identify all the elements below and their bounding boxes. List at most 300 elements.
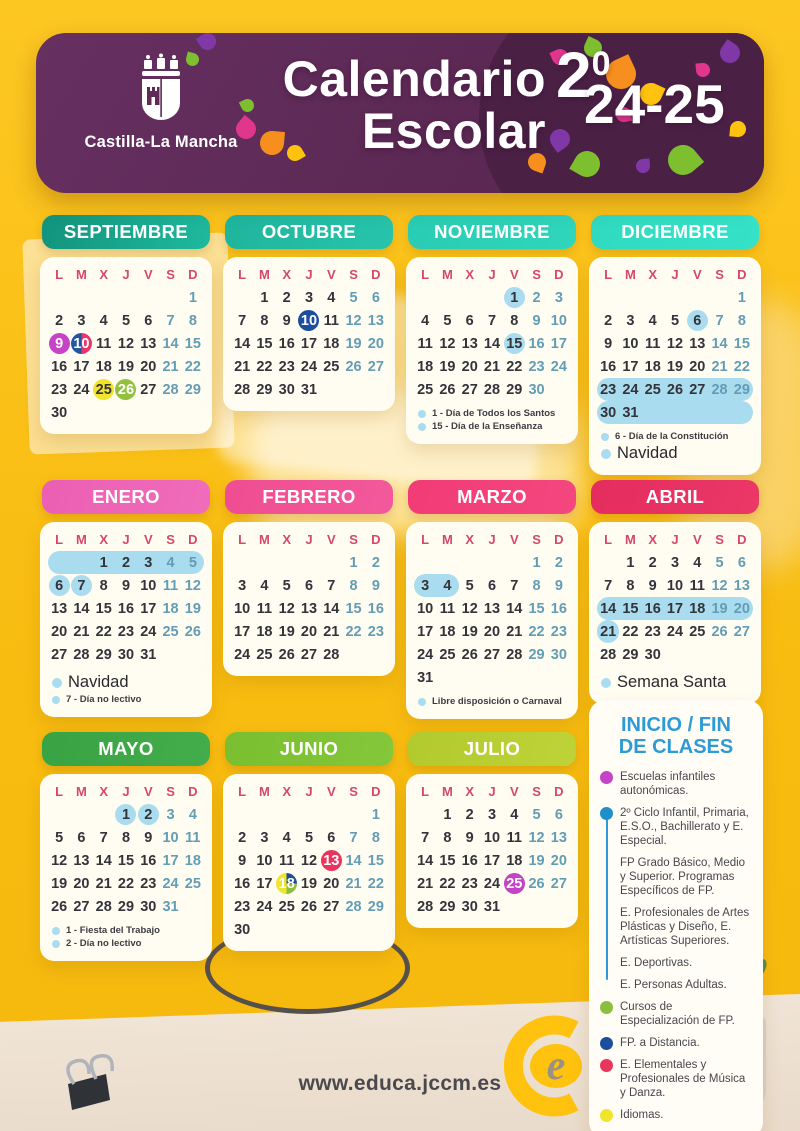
day-cell: 22 [184, 358, 201, 375]
day-cell: 14 [95, 852, 112, 869]
day-cell: 6 [554, 806, 563, 823]
month-title: JUNIO [225, 732, 393, 766]
day-cell: 10 [256, 852, 273, 869]
day-cell: 1 [260, 289, 269, 306]
day-cell: 18 [506, 852, 523, 869]
weekday-label: D [371, 532, 381, 547]
event-day-marker: 10 [71, 333, 92, 354]
day-cell: 6 [327, 829, 336, 846]
blank-cell [342, 378, 364, 401]
day-cell: 13 [51, 600, 68, 617]
day-cell: 15 [345, 600, 362, 617]
day-cell: 6 [487, 577, 497, 594]
blank-cell [159, 643, 181, 666]
weekday-label: L [421, 784, 430, 799]
month-notes [48, 918, 204, 951]
day-cell: 16 [234, 875, 251, 892]
day-cell: 3 [238, 577, 247, 594]
event-day-marker: 26 [115, 379, 136, 400]
educa-jccm-logo-icon [498, 1014, 600, 1118]
day-cell: 7 [327, 577, 336, 594]
weekday-label: V [143, 267, 153, 282]
day-cell: 6 [144, 312, 153, 329]
day-cell: 30 [278, 381, 295, 398]
blank-cell [93, 286, 115, 309]
day-cell: 13 [689, 335, 706, 352]
event-day-marker: 25 [93, 379, 114, 400]
legend-indent [600, 957, 613, 970]
weekday-label: L [55, 784, 64, 799]
day-cell: 4 [327, 289, 336, 306]
blank-cell [525, 895, 547, 918]
day-cell: 18 [323, 335, 340, 352]
blank-cell [597, 286, 619, 309]
days-grid [414, 286, 570, 401]
day-cell: 19 [51, 875, 68, 892]
blank-cell [320, 551, 342, 574]
day-cell: 8 [99, 577, 108, 594]
month-grid [406, 257, 578, 444]
logo-region-name: Castilla-La Mancha [84, 133, 238, 151]
legend-dot-icon [600, 1059, 613, 1072]
month-grid [406, 522, 578, 719]
note-text: 2 - Día no lectivo [66, 938, 142, 949]
day-cell: 17 [550, 335, 567, 352]
month-notes [414, 689, 570, 709]
day-cell: 5 [670, 312, 680, 329]
blank-cell [597, 551, 619, 574]
day-cell [93, 378, 115, 401]
weekday-label: X [282, 532, 292, 547]
blank-cell [93, 401, 115, 424]
blank-cell [115, 286, 137, 309]
day-cell: 9 [604, 335, 613, 352]
day-cell: 20 [51, 623, 68, 640]
day-cell: 28 [417, 898, 434, 915]
day-cell: 10 [483, 829, 501, 846]
weekday-label: X [465, 267, 475, 282]
day-cell: 19 [708, 597, 730, 620]
blank-cell [664, 401, 686, 424]
month-febrero [223, 480, 395, 676]
day-cell: 4 [260, 577, 269, 594]
day-cell: 29 [731, 378, 753, 401]
day-cell: 20 [300, 623, 318, 640]
blank-cell [231, 286, 253, 309]
weekday-label: D [554, 532, 564, 547]
day-cell: 16 [117, 600, 135, 617]
day-cell: 28 [506, 646, 523, 663]
weekday-header [231, 265, 387, 286]
legend-indent [600, 907, 613, 920]
day-cell: 20 [483, 623, 501, 640]
day-cell: 4 [188, 806, 197, 823]
month-title: JULIO [408, 732, 576, 766]
weekday-label: D [188, 784, 198, 799]
blank-cell [320, 803, 342, 826]
day-cell: 4 [99, 312, 108, 329]
day-cell: 20 [140, 358, 157, 375]
weekday-label: L [421, 532, 430, 547]
day-cell: 4 [510, 806, 519, 823]
day-cell: 26 [278, 646, 295, 663]
day-cell: 25 [323, 358, 340, 375]
day-cell: 14 [323, 600, 340, 617]
weekday-label: V [326, 532, 336, 547]
weekday-label: V [509, 784, 519, 799]
blank-cell [503, 551, 525, 574]
weekday-header [597, 530, 753, 551]
day-cell: 28 [73, 646, 90, 663]
day-cell: 5 [182, 551, 204, 574]
day-cell: 14 [162, 335, 179, 352]
weekday-label: D [554, 267, 564, 282]
blank-cell [253, 918, 275, 941]
panel-title-line2: DE CLASES [618, 736, 734, 759]
month-grid [223, 522, 395, 676]
legend-text: 2º Ciclo Infantil, Primaria, E.S.O., Bachillerato y E. Especial. [620, 806, 749, 847]
blank-cell [436, 551, 458, 574]
day-cell: 15 [256, 335, 273, 352]
day-cell: 28 [345, 898, 362, 915]
day-cell: 19 [439, 358, 456, 375]
day-cell: 8 [188, 312, 197, 329]
day-cell: 3 [626, 312, 635, 329]
day-cell: 18 [162, 600, 179, 617]
blank-cell [459, 666, 481, 689]
day-cell: 27 [483, 646, 501, 663]
day-cell: 26 [664, 378, 686, 401]
weekday-label: X [282, 267, 292, 282]
event-day-marker: 6 [49, 575, 70, 596]
weekday-label: M [259, 267, 270, 282]
legend-indent [600, 857, 613, 870]
day-cell: 11 [645, 335, 661, 352]
legend-text: E. Deportivas. [620, 956, 693, 969]
weekday-label: S [349, 784, 358, 799]
legend-item [600, 856, 752, 898]
weekday-label: L [55, 267, 64, 282]
weekday-label: L [238, 784, 247, 799]
day-cell: 22 [256, 358, 273, 375]
blank-cell [414, 286, 436, 309]
legend-text: FP. a Distancia. [620, 1037, 700, 1050]
blank-cell [93, 803, 115, 826]
day-cell: 2 [238, 829, 247, 846]
day-cell: 21 [323, 623, 340, 640]
day-cell: 7 [99, 829, 108, 846]
weekday-label: M [259, 532, 270, 547]
day-cell: 3 [166, 806, 175, 823]
day-cell: 3 [554, 289, 563, 306]
day-cell: 24 [619, 378, 641, 401]
day-cell: 26 [711, 623, 728, 640]
blank-cell [414, 551, 436, 574]
legend-text: Idiomas. [620, 1109, 664, 1122]
day-cell: 26 [300, 898, 318, 915]
day-cell: 31 [619, 401, 641, 424]
blank-cell [436, 666, 458, 689]
day-cell: 9 [554, 577, 563, 594]
day-cell: 15 [95, 600, 112, 617]
month-mayo [40, 732, 212, 961]
blank-cell [481, 286, 503, 309]
day-cell [115, 378, 137, 401]
weekday-label: D [737, 532, 747, 547]
blank-cell [481, 551, 503, 574]
blank-cell [298, 918, 320, 941]
school-year [556, 39, 764, 135]
month-title: NOVIEMBRE [408, 215, 576, 249]
note-text: Navidad [68, 673, 129, 691]
day-cell: 3 [137, 551, 159, 574]
day-cell [503, 332, 525, 355]
day-cell: 3 [414, 574, 436, 597]
event-day-marker: 25 [504, 873, 525, 894]
weekday-label: L [604, 532, 613, 547]
day-cell: 8 [510, 312, 519, 329]
blank-cell [276, 551, 298, 574]
weekday-label: L [238, 267, 247, 282]
weekday-label: J [305, 784, 313, 799]
year-digit: 2 [556, 39, 592, 111]
day-cell: 31 [300, 381, 318, 398]
month-grid [406, 774, 578, 928]
legend-item [600, 1000, 752, 1028]
day-cell: 29 [367, 898, 384, 915]
day-cell: 13 [461, 335, 478, 352]
day-cell: 2 [465, 806, 474, 823]
day-cell: 27 [550, 875, 567, 892]
blank-cell [70, 286, 92, 309]
note-bullet-icon [52, 678, 62, 688]
day-cell: 18 [439, 623, 456, 640]
blank-cell [159, 286, 181, 309]
weekday-label: D [188, 267, 198, 282]
day-cell: 3 [670, 554, 680, 571]
day-cell: 24 [417, 646, 434, 663]
weekday-label: X [648, 532, 658, 547]
inicio-fin-panel [589, 700, 763, 1131]
event-day-marker: 9 [49, 333, 70, 354]
days-grid [231, 286, 387, 401]
day-cell: 22 [528, 623, 545, 640]
weekday-label: D [371, 267, 381, 282]
day-cell: 10 [417, 600, 434, 617]
day-cell: 27 [73, 898, 90, 915]
day-cell: 17 [417, 623, 434, 640]
day-cell: 5 [465, 577, 474, 594]
day-cell: 7 [510, 577, 519, 594]
day-cell: 2 [532, 289, 541, 306]
blank-cell [276, 803, 298, 826]
weekday-label: M [259, 784, 270, 799]
blank-cell [137, 286, 159, 309]
month-note [52, 694, 204, 705]
day-cell: 5 [121, 312, 131, 329]
day-cell: 17 [622, 358, 639, 375]
blank-cell [70, 401, 92, 424]
note-text: Navidad [617, 444, 678, 462]
day-cell: 30 [461, 898, 478, 915]
month-note [418, 421, 570, 432]
day-cell: 15 [733, 335, 750, 352]
blank-cell [503, 895, 525, 918]
blank-cell [619, 286, 641, 309]
day-cell: 6 [465, 312, 474, 329]
month-note [52, 938, 204, 949]
day-cell: 24 [140, 623, 157, 640]
month-title: OCTUBRE [225, 215, 393, 249]
day-cell: 22 [345, 623, 362, 640]
weekday-label: J [488, 267, 496, 282]
day-cell: 12 [461, 600, 478, 617]
blank-cell [365, 643, 387, 666]
month-grid [589, 522, 761, 704]
day-cell: 1 [532, 554, 541, 571]
day-cell: 5 [349, 289, 358, 306]
day-cell: 4 [159, 551, 181, 574]
day-cell: 13 [367, 312, 384, 329]
day-cell: 2 [371, 554, 380, 571]
day-cell: 24 [256, 898, 273, 915]
weekday-header [231, 530, 387, 551]
day-cell: 23 [117, 623, 135, 640]
weekday-label: J [305, 267, 313, 282]
event-day-marker: 10 [298, 310, 319, 331]
blank-cell [686, 643, 708, 666]
weekday-label: V [692, 532, 702, 547]
weekday-label: X [648, 267, 658, 282]
blank-cell [231, 803, 253, 826]
panel-title-line1: INICIO / FIN [621, 714, 731, 736]
days-grid [48, 551, 204, 666]
day-cell: 1 [443, 806, 452, 823]
day-cell: 20 [73, 875, 90, 892]
event-day-marker: 15 [504, 333, 525, 354]
day-cell: 3 [487, 806, 497, 823]
weekday-header [597, 265, 753, 286]
month-title: DICIEMBRE [591, 215, 759, 249]
day-cell: 5 [715, 554, 724, 571]
title-line1: Calendario [282, 51, 546, 107]
weekday-label: V [509, 532, 519, 547]
day-cell [48, 332, 70, 355]
month-grid [589, 257, 761, 475]
day-cell: 22 [367, 875, 384, 892]
blank-cell [182, 643, 204, 666]
day-cell: 11 [689, 577, 705, 594]
day-cell: 23 [597, 378, 619, 401]
day-cell: 8 [443, 829, 452, 846]
weekday-label: V [509, 267, 519, 282]
day-cell: 3 [304, 289, 314, 306]
day-cell: 14 [417, 852, 434, 869]
weekday-label: J [305, 532, 313, 547]
day-cell: 17 [234, 623, 251, 640]
blank-cell [708, 643, 730, 666]
day-cell: 22 [439, 875, 456, 892]
day-cell: 2 [604, 312, 613, 329]
event-day-marker: 18 [276, 873, 297, 894]
day-cell: 22 [95, 623, 112, 640]
day-cell: 1 [371, 806, 380, 823]
day-cell: 24 [666, 623, 684, 640]
day-cell: 8 [121, 829, 131, 846]
day-cell: 11 [256, 600, 273, 617]
legend-dot-icon [600, 807, 613, 820]
month-note [418, 408, 570, 419]
day-cell: 8 [371, 829, 380, 846]
blank-cell [731, 401, 753, 424]
day-cell: 15 [528, 600, 545, 617]
weekday-header [48, 530, 204, 551]
day-cell: 26 [439, 381, 456, 398]
month-octubre [223, 215, 395, 411]
weekday-label: L [238, 532, 247, 547]
legend-item [600, 906, 752, 948]
day-cell: 7 [487, 312, 497, 329]
day-cell: 4 [421, 312, 430, 329]
legend-group-inicio [600, 806, 752, 992]
note-bullet-icon [418, 410, 426, 418]
day-cell: 17 [483, 852, 501, 869]
weekday-label: S [166, 267, 175, 282]
month-marzo [406, 480, 578, 719]
day-cell [70, 574, 92, 597]
day-cell: 25 [439, 646, 456, 663]
blank-cell [182, 895, 204, 918]
day-cell: 11 [279, 852, 295, 869]
day-cell: 16 [600, 358, 617, 375]
weekday-label: D [371, 784, 381, 799]
year-bottom-row: 24-25 [584, 73, 725, 135]
day-cell: 7 [715, 312, 724, 329]
days-grid [48, 803, 204, 918]
day-cell: 7 [421, 829, 430, 846]
blank-cell [708, 401, 730, 424]
day-cell: 25 [162, 623, 179, 640]
weekday-label: V [143, 532, 153, 547]
day-cell: 1 [626, 554, 635, 571]
blank-cell [525, 666, 547, 689]
day-cell: 26 [345, 358, 362, 375]
day-cell: 29 [439, 898, 456, 915]
month-note [418, 696, 570, 707]
day-cell: 25 [184, 875, 201, 892]
day-cell: 11 [323, 312, 339, 329]
day-cell: 21 [711, 358, 728, 375]
month-enero [40, 480, 212, 717]
day-cell: 14 [345, 852, 362, 869]
weekday-label: X [99, 267, 109, 282]
day-cell: 27 [686, 378, 708, 401]
day-cell: 14 [234, 335, 251, 352]
day-cell: 21 [506, 623, 523, 640]
event-day-marker: 1 [115, 804, 136, 825]
day-cell: 7 [238, 312, 247, 329]
day-cell: 1 [349, 554, 358, 571]
day-cell: 9 [282, 312, 291, 329]
blank-cell [70, 803, 92, 826]
day-cell: 29 [256, 381, 273, 398]
month-grid [40, 774, 212, 961]
weekday-label: J [122, 267, 130, 282]
day-cell: 17 [73, 358, 90, 375]
legend-dot-icon [600, 771, 613, 784]
website-url: www.educa.jccm.es [298, 1072, 502, 1095]
day-cell: 31 [483, 898, 501, 915]
